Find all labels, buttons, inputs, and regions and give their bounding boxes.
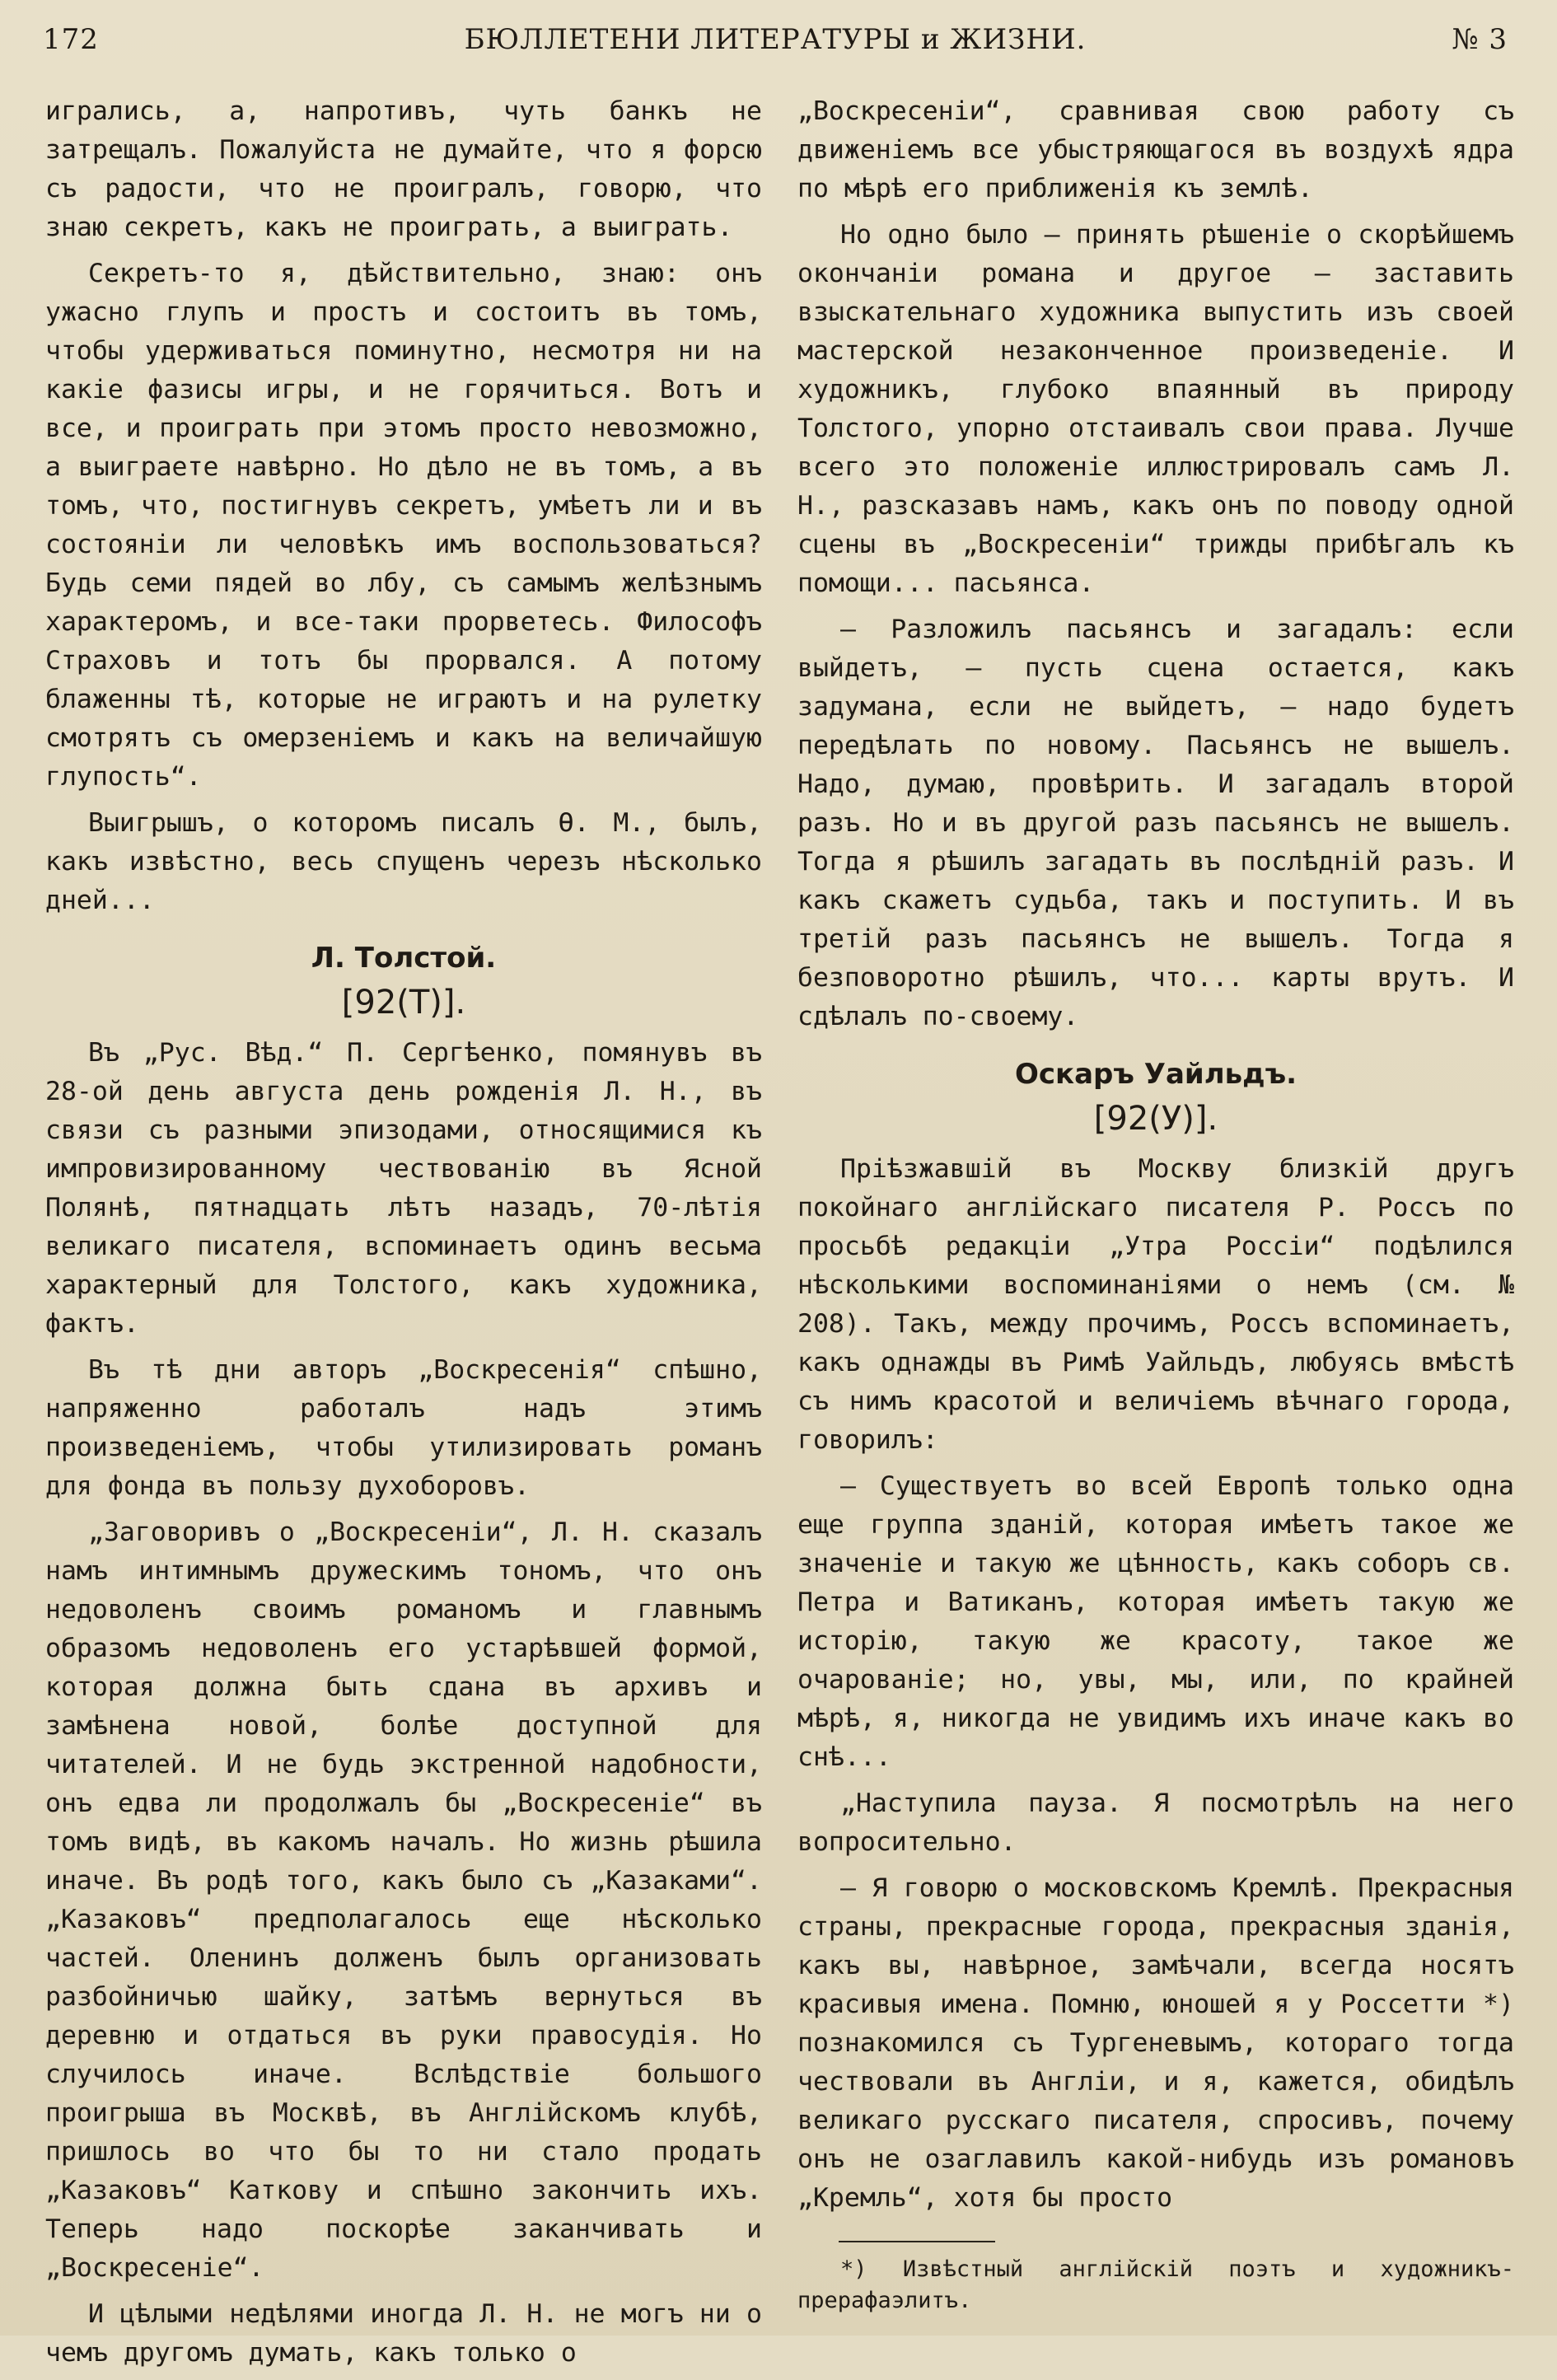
- paragraph: Но одно было — принять рѣшеніе о скорѣйшемъ окончаніи романа и другое — заставить взыскательнаго художника выпустить изъ своей мастерской незаконченное произведеніе. И художникъ, глубоко впаянный въ природу Толстого, упорно отстаивалъ свои права. Лучше всего это положеніе иллюстрировалъ самъ Л. Н., разсказавъ намъ, какъ онъ по поводу одной сцены въ „Воскресеніи“ трижды прибѣгалъ къ помощи... пасьянса.: [797, 220, 1514, 598]
- paragraph: — Существуетъ во всей Европѣ только одна еще группа зданій, которая имѣетъ такое же значеніе и такую же цѣнность, какъ соборъ св. Петра и Ватиканъ, которая имѣетъ такую же исторію, такую же красоту, такое же очарованіе; но, увы, мы, или, по крайней мѣрѣ, я, никогда не увидимъ ихъ иначе какъ во снѣ...: [797, 1471, 1514, 1772]
- section-code-wilde: [92(У)].: [1093, 1100, 1218, 1138]
- running-header: [43, 15, 1508, 64]
- left-column: [45, 92, 762, 2380]
- paragraph: Въ „Рус. Вѣд.“ П. Сергѣенко, помянувъ въ 28-ой день августа день рожденія Л. Н., въ связи съ разными эпизодами, относящимися къ импровизированному чествованію въ Ясной Полянѣ, пятнадцать лѣтъ назадъ, 70-лѣтія великаго писателя, вспоминаетъ одинъ весьма характерный для Толстого, какъ художника, фактъ.: [45, 1038, 762, 1339]
- issue-number: № 3: [1452, 23, 1508, 56]
- paragraph: — Разложилъ пасьянсъ и загадалъ: если выйдетъ, — пусть сцена остается, какъ задумана, если не выйдетъ, — надо будетъ передѣлать по новому. Пасьянсъ не вышелъ. Надо, думаю, провѣрить. И загадалъ второй разъ. Но и въ другой разъ пасьянсъ не вышелъ. Тогда я рѣшилъ загадать въ послѣдній разъ. И какъ скажетъ судьба, такъ и поступить. И въ третій разъ пасьянсъ не вышелъ. Тогда я безповоротно рѣшилъ, что... карты врутъ. И сдѣлалъ по-своему.: [797, 615, 1514, 1031]
- paragraph: игрались, а, напротивъ, чуть банкъ не затрещалъ. Пожалуйста не думайте, что я форсю съ радости, что не проигралъ, говорю, что знаю секретъ, какъ не проиграть, а выиграть.: [45, 96, 762, 242]
- page-number: 172: [43, 23, 99, 56]
- section-title-tolstoy: Л. Толстой.: [311, 942, 497, 975]
- paragraph: — Я говорю о московскомъ Кремлѣ. Прекрасныя страны, прекрасные города, прекрасныя зданія, какъ вы, навѣрное, замѣчали, всегда носятъ красивыя имена. Помню, юношей я у Россетти *) познакомился съ Тургеневымъ, котораго тогда чествовали въ Англіи, и я, кажется, обидѣлъ великаго русскаго писателя, спросивъ, почему онъ не озаглавилъ какой-нибудь изъ романовъ „Кремль“, хотя бы просто: [797, 1873, 1514, 2213]
- paragraph: Пріѣзжавшій въ Москву близкій другъ покойнаго англійскаго писателя Р. Россъ по просьбѣ редакціи „Утра Россіи“ подѣлился нѣсколькими воспоминаніями о немъ (см. № 208). Такъ, между прочимъ, Россъ вспоминаетъ, какъ однажды въ Римѣ Уайльдъ, любуясь вмѣстѣ съ нимъ красотой и величіемъ вѣчнаго города, говорилъ:: [797, 1154, 1514, 1455]
- section-title-wilde: Оскаръ Уайльдъ.: [1014, 1058, 1298, 1091]
- paragraph: Выигрышъ, о которомъ писалъ Ѳ. М., былъ, какъ извѣстно, весь спущенъ черезъ нѣсколько дней...: [45, 808, 762, 915]
- paragraph: И цѣлыми недѣлями иногда Л. Н. не могъ ни о чемъ другомъ думать, какъ только о: [45, 2299, 762, 2368]
- footnote: *) Извѣстный англійскій поэтъ и художникъ-прерафаэлитъ.: [797, 2256, 1514, 2313]
- journal-title: БЮЛЛЕТЕНИ ЛИТЕРАТУРЫ и ЖИЗНИ.: [464, 23, 1087, 56]
- footnote-divider: [839, 2241, 995, 2242]
- paragraph: Секретъ-то я, дѣйствительно, знаю: онъ ужасно глупъ и простъ и состоитъ въ томъ, чтобы удерживаться поминутно, несмотря ни на какіе фазисы игры, и не горячиться. Вотъ и все, и проиграть при этомъ просто невозможно, а выиграете навѣрно. Но дѣло не въ томъ, а въ томъ, что, постигнувъ секретъ, умѣетъ ли и въ состояніи ли человѣкъ имъ воспользоваться? Будь семи пядей во лбу, съ самымъ желѣзнымъ характеромъ, и все-таки прорветесь. Философъ Страховъ и тотъ бы прорвался. А потому блаженны тѣ, которые не играютъ и на рулетку смотрятъ съ омерзеніемъ и какъ на величайшую глупость“.: [45, 259, 762, 792]
- paragraph: „Заговоривъ о „Воскресеніи“, Л. Н. сказалъ намъ интимнымъ дружескимъ тономъ, что онъ недоволенъ своимъ романомъ и главнымъ образомъ недоволенъ его устарѣвшей формой, которая должна быть сдана въ архивъ и замѣнена новой, болѣе доступной для читателей. И не будь экстренной надобности, онъ едва ли продолжалъ бы „Воскресеніе“ въ томъ видѣ, въ какомъ началъ. Но жизнь рѣшила иначе. Въ родѣ того, какъ было съ „Казаками“. „Казаковъ“ предполагалось еще нѣсколько частей. Оленинъ долженъ былъ организовать разбойничью шайку, затѣмъ вернуться въ деревню и отдаться въ руки правосудія. Но случилось иначе. Вслѣдствіе большого проигрыша въ Москвѣ, въ Англійскомъ клубѣ, пришлось во что бы то ни стало продать „Казаковъ“ Каткову и спѣшно закончить ихъ. Теперь надо поскорѣе заканчивать и „Воскресеніе“.: [45, 1517, 762, 2283]
- paragraph: „Воскресеніи“, сравнивая свою работу съ движеніемъ все убыстряющагося въ воздухѣ ядра по мѣрѣ его приближенія къ землѣ.: [797, 96, 1514, 203]
- paragraph: Въ тѣ дни авторъ „Воскресенія“ спѣшно, напряженно работалъ надъ этимъ произведеніемъ, чтобы утилизировать романъ для фонда въ пользу духоборовъ.: [45, 1355, 762, 1501]
- paragraph: „Наступила пауза. Я посмотрѣлъ на него вопросительно.: [797, 1789, 1514, 1857]
- section-code-tolstoy: [92(Т)].: [341, 984, 466, 1022]
- right-column: [797, 92, 1514, 2324]
